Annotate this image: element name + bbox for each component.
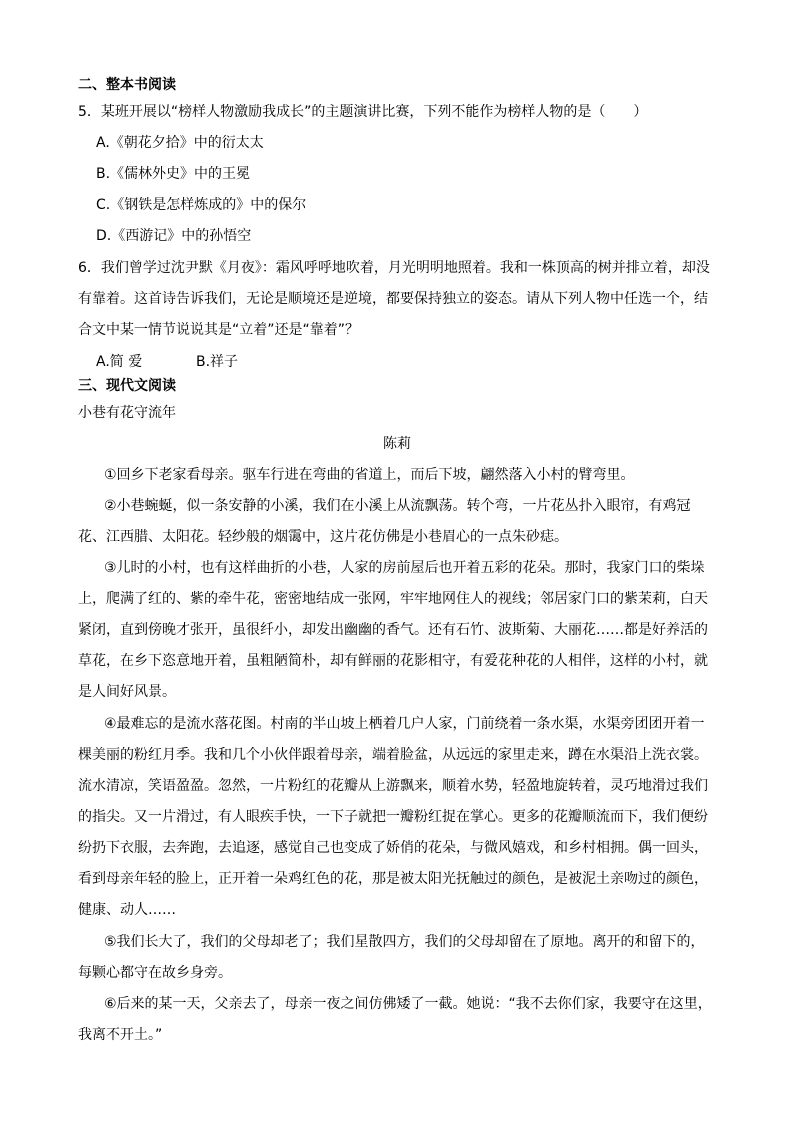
question-6-option-a: A.简 爱 [96, 354, 143, 370]
paragraph-3-line-2: 上，爬满了红的、紫的牵牛花，密密地结成一张网，牢牢地网住人的视线；邻居家门口的紫茉莉，白天 [78, 591, 708, 607]
paragraph-5-line-2: 每颗心都守在故乡身旁。 [78, 965, 232, 981]
paragraph-6-line-2: 我离不开土。” [78, 1027, 163, 1043]
paragraph-1-line-1: ①回乡下老家看母亲。驱车行进在弯曲的省道上，而后下坡，翩然落入小村的臂弯里。 [104, 467, 635, 483]
section-heading: 三、现代文阅读 [78, 378, 176, 394]
paragraph-4-line-6: 看到母亲年轻的脸上，正开着一朵鸡红色的花，那是被太阳光抚触过的颜色，是被泥土亲吻过的颜色， [78, 871, 708, 887]
paragraph-2-line-1: ②小巷蜿蜒，似一条安静的小溪，我们在小溪上从流飘荡。转个弯，一片花丛扑入眼帘，有鸡冠 [104, 498, 691, 514]
question-5-option-b: B.《儒林外史》中的王冕 [96, 166, 251, 182]
paragraph-4-line-3: 流水清凉，笑语盈盈。忽然，一片粉红的花瓣从上游飘来，顺着水势，轻盈地旋转着，灵巧地滑过我们 [78, 778, 708, 794]
paragraph-4-line-2: 棵美丽的粉红月季。我和几个小伙伴跟着母亲，端着脸盆，从远远的家里走来，蹲在水渠沿上洗衣裳。 [78, 747, 708, 763]
question-6-option-b: B.祥子 [196, 354, 239, 370]
article-title: 小巷有花守流年 [78, 405, 176, 421]
question-5-option-d: D.《西游记》中的孙悟空 [96, 228, 252, 244]
question-6-line-2: 有靠着。这首诗告诉我们，无论是顺境还是逆境，都要保持独立的姿态。请从下列人物中任选一个，结 [78, 291, 708, 307]
question-5-option-a: A.《朝花夕拾》中的衍太太 [96, 135, 264, 151]
paragraph-3-line-3: 紧闭，直到傍晚才张开，虽很纤小，却发出幽幽的香气。还有石竹、波斯菊、大丽花……都是好养活的 [78, 622, 708, 638]
paragraph-4-line-1: ④最难忘的是流水落花图。村南的半山坡上栖着几户人家，门前绕着一条水渠，水渠旁团团开着一 [104, 716, 705, 732]
section-heading: 二、整本书阅读 [78, 77, 176, 93]
paragraph-3-line-5: 是人间好风景。 [78, 684, 176, 700]
question-5-option-c: C.《钢铁是怎样炼成的》中的保尔 [96, 197, 307, 213]
question-5-stem: 5．某班开展以“榜样人物激励我成长”的主题演讲比赛，下列不能作为榜样人物的是（ ） [78, 104, 648, 120]
article-author: 陈莉 [383, 436, 411, 452]
paragraph-5-line-1: ⑤我们长大了，我们的父母却老了；我们星散四方，我们的父母却留在了原地。离开的和留下的， [104, 934, 705, 950]
question-6-line-3: 合文中某一情节说说其是“立着”还是“靠着”？ [78, 322, 360, 338]
paragraph-6-line-1: ⑥后来的某一天，父亲去了，母亲一夜之间仿佛矮了一截。她说：“我不去你们家，我要守在这里， [104, 996, 712, 1012]
paragraph-2-line-2: 花、江西腊、太阳花。轻纱般的烟霭中，这片花仿佛是小巷眉心的一点朱砂痣。 [78, 529, 568, 545]
question-6-line-1: 6．我们曾学过沈尹默《月夜》：霜风呼呼地吹着，月光明明地照着。我和一株顶高的树并排立着，却没 [78, 260, 710, 276]
paragraph-3-line-4: 草花，在乡下恣意地开着，虽粗陋简朴，却有鲜丽的花影相守，有爱花种花的人相伴，这样的小村，就 [78, 653, 708, 669]
paragraph-4-line-7: 健康、动人…… [78, 902, 176, 918]
paragraph-4-line-5: 纷扔下衣服，去奔跑，去追逐，感觉自己也变成了娇俏的花朵，与微风嬉戏，和乡村相拥。偶一回头， [78, 840, 708, 856]
paragraph-3-line-1: ③儿时的小村，也有这样曲折的小巷，人家的房前屋后也开着五彩的花朵。那时，我家门口的柴垛 [104, 560, 705, 576]
paragraph-4-line-4: 的指尖。又一片滑过，有人眼疾手快，一下子就把一瓣粉红捉在掌心。更多的花瓣顺流而下，我们便纷 [78, 809, 708, 825]
